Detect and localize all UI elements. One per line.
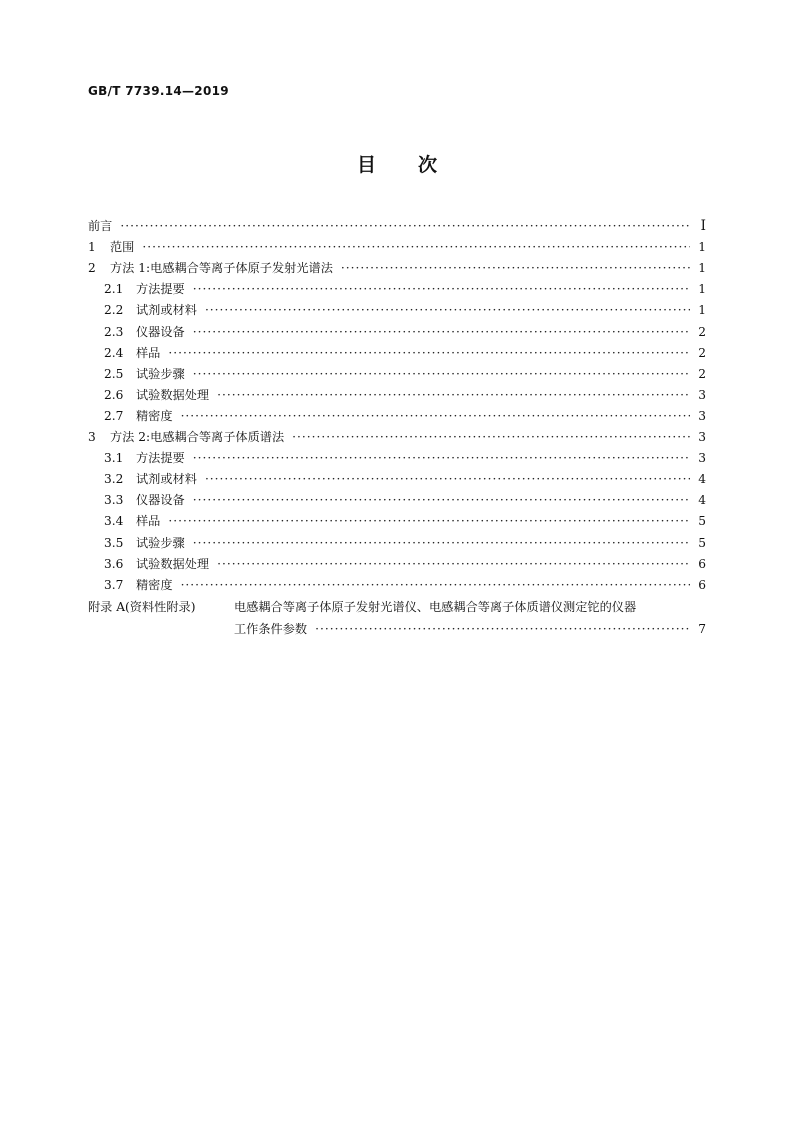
toc-entry[interactable] — [88, 385, 706, 406]
toc-entry-number: 3.5 — [104, 535, 124, 550]
dot-leader — [142, 237, 690, 258]
toc-entry-label: 方法提要 — [136, 451, 185, 466]
toc-entry-number: 3.1 — [104, 451, 124, 466]
dot-leader — [217, 385, 690, 406]
toc-entry[interactable] — [88, 448, 706, 469]
toc-entry[interactable] — [88, 554, 706, 575]
toc-entry-number: 2 — [88, 261, 96, 276]
toc-entry-page: 4 — [698, 493, 706, 508]
toc-entry[interactable] — [88, 300, 706, 321]
dot-leader — [205, 469, 690, 490]
toc-entry-label: 试验步骤 — [136, 366, 185, 381]
toc-entry[interactable] — [88, 279, 706, 300]
toc-entry-page: 2 — [698, 324, 706, 339]
toc-entry-number: 2.5 — [104, 366, 124, 381]
toc-entry-page: 3 — [698, 408, 706, 423]
toc-entry-number: 2.7 — [104, 408, 124, 423]
toc-entry-number: 2.1 — [104, 282, 124, 297]
toc-entry[interactable] — [88, 427, 706, 448]
toc-entry-page: 3 — [698, 451, 706, 466]
toc-entry-label: 试验数据处理 — [136, 556, 210, 571]
table-of-contents — [88, 216, 706, 640]
dot-leader — [193, 448, 690, 469]
toc-entry[interactable] — [88, 575, 706, 596]
toc-entry-page: 2 — [698, 366, 706, 381]
toc-entry-page: 2 — [698, 345, 706, 360]
toc-entry-label: 样品 — [136, 345, 161, 360]
toc-entry-page: 6 — [698, 577, 706, 592]
toc-entry-number: 2.4 — [104, 345, 124, 360]
dot-leader — [181, 575, 690, 596]
toc-entry-page: 3 — [698, 387, 706, 402]
toc-entry[interactable] — [88, 343, 706, 364]
toc-entry-annex[interactable] — [88, 596, 706, 640]
toc-entry-number: 3.4 — [104, 514, 124, 529]
dot-leader — [315, 618, 690, 640]
dot-leader — [168, 343, 690, 364]
toc-entry[interactable] — [88, 364, 706, 385]
dot-leader — [181, 406, 690, 427]
toc-entry-number: 2.3 — [104, 324, 124, 339]
toc-entry-page: 1 — [698, 303, 706, 318]
dot-leader — [168, 511, 690, 532]
dot-leader — [193, 533, 690, 554]
toc-entry-page: 5 — [698, 535, 706, 550]
toc-entry-label: 仪器设备 — [136, 493, 185, 508]
dot-leader — [205, 300, 690, 321]
toc-entry[interactable] — [88, 532, 706, 553]
toc-entry-label: 试剂或材料 — [136, 472, 197, 487]
toc-entry-label: 样品 — [136, 514, 161, 529]
toc-entry-label: 试验步骤 — [136, 535, 185, 550]
dot-leader — [193, 279, 690, 300]
toc-entry-number: 2.2 — [104, 303, 124, 318]
toc-entry-page: Ⅰ — [700, 218, 706, 235]
dot-leader — [341, 258, 690, 279]
page-title: 目次 — [356, 154, 479, 176]
dot-leader — [193, 490, 690, 511]
dot-leader — [292, 427, 690, 448]
toc-entry-page: 6 — [698, 556, 706, 571]
toc-entry-number: 3 — [88, 430, 96, 445]
annex-title-line1: 电感耦合等离子体原子发射光谱仪、电感耦合等离子体质谱仪测定铊的仪器 — [234, 599, 637, 614]
toc-entry[interactable] — [88, 406, 706, 427]
toc-entry-number: 1 — [88, 240, 96, 255]
toc-entry-number: 3.3 — [104, 493, 124, 508]
annex-title-line2: 工作条件参数 — [234, 621, 308, 636]
toc-entry-page: 3 — [698, 430, 706, 445]
toc-entry[interactable] — [88, 258, 706, 279]
toc-entry[interactable] — [88, 511, 706, 532]
toc-entry-label: 方法提要 — [136, 282, 185, 297]
annex-prefix: 附录 A(资料性附录) — [88, 599, 196, 614]
toc-entry-label: 仪器设备 — [136, 324, 185, 339]
toc-entry-page: 1 — [698, 282, 706, 297]
dot-leader — [193, 364, 690, 385]
toc-entry-label: 精密度 — [136, 408, 173, 423]
toc-entry-label: 精密度 — [136, 577, 173, 592]
toc-entry-label: 范围 — [110, 240, 135, 255]
toc-entry-page: 4 — [698, 472, 706, 487]
toc-entry[interactable] — [88, 490, 706, 511]
toc-entry-number: 3.7 — [104, 577, 124, 592]
toc-entry-label: 前言 — [88, 219, 113, 234]
toc-entry[interactable] — [88, 469, 706, 490]
toc-entry[interactable] — [88, 321, 706, 342]
toc-entry[interactable] — [88, 237, 706, 258]
toc-entry-number: 3.2 — [104, 472, 124, 487]
toc-entry-label: 方法 2:电感耦合等离子体质谱法 — [110, 430, 285, 445]
toc-entry-number: 3.6 — [104, 556, 124, 571]
annex-page: 7 — [698, 621, 706, 636]
toc-entry-page: 5 — [698, 514, 706, 529]
dot-leader — [217, 554, 690, 575]
toc-entry-page: 1 — [698, 240, 706, 255]
toc-entry-number: 2.6 — [104, 387, 124, 402]
toc-entry-page: 1 — [698, 261, 706, 276]
standard-code: GB/T 7739.14—2019 — [88, 84, 229, 98]
toc-entry-label: 试验数据处理 — [136, 387, 210, 402]
toc-entry-label: 试剂或材料 — [136, 303, 197, 318]
dot-leader — [120, 216, 690, 237]
toc-entry[interactable] — [88, 216, 706, 237]
toc-entry-label: 方法 1:电感耦合等离子体原子发射光谱法 — [110, 261, 333, 276]
dot-leader — [193, 322, 690, 343]
